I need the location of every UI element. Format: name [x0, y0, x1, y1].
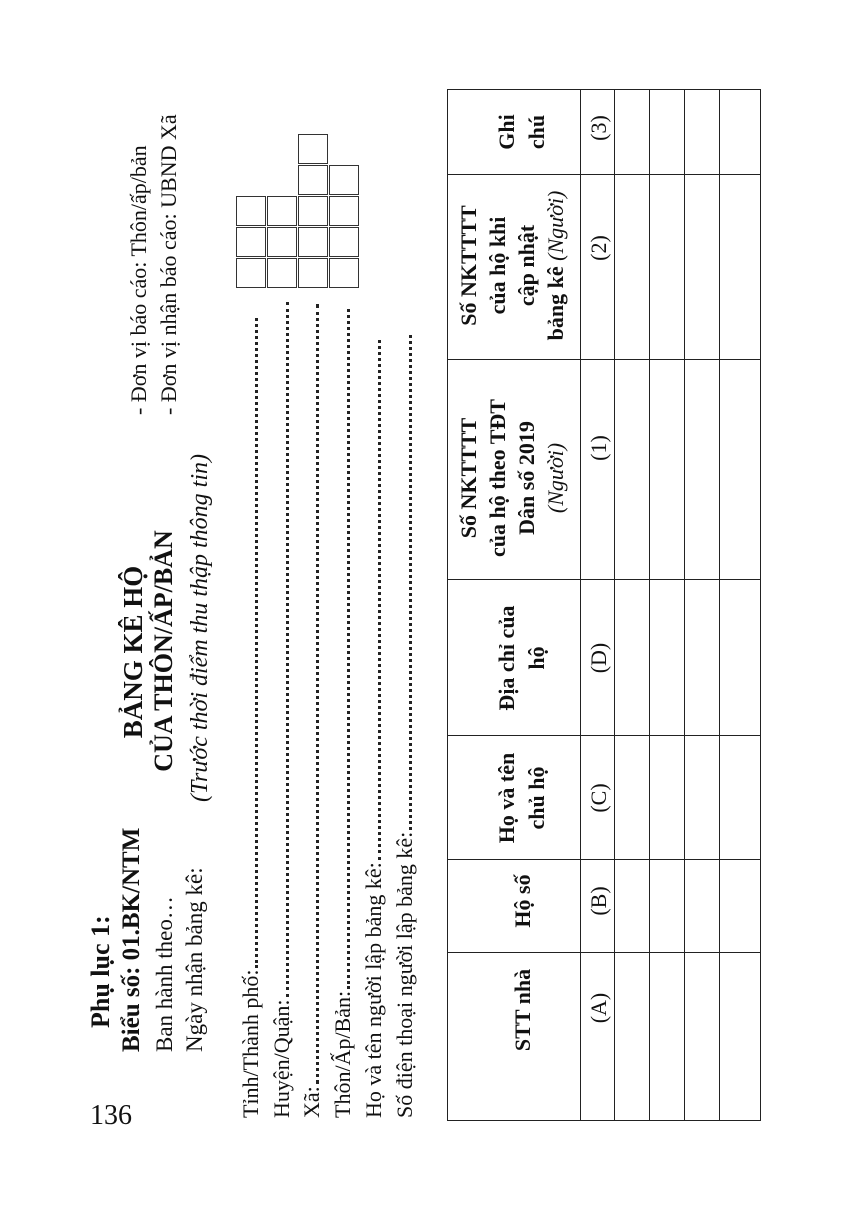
- code-box[interactable]: [267, 196, 297, 226]
- column-divider: [448, 859, 760, 860]
- header-line: Dân số 2019: [514, 421, 539, 535]
- row-divider: [684, 90, 685, 1120]
- date-received-label: Ngày nhận bảng kê:: [182, 867, 207, 1052]
- title-line-2: CỦA THÔN/ẤP/BẢN: [149, 530, 178, 772]
- header-stt-nha: STT nhà: [510, 968, 535, 1052]
- header-line: (Người): [543, 442, 568, 514]
- field-label: Họ và tên người lập bảng kê:: [361, 862, 386, 1118]
- header-ho-ten-chu-ho: [496, 733, 548, 863]
- code-box[interactable]: [329, 258, 359, 288]
- form-code: Biểu số: 01.BK/NTM: [118, 827, 145, 1052]
- header-line: Số NKTTTT: [456, 417, 481, 539]
- code-c: (C): [586, 783, 611, 813]
- appendix-label: Phụ lục 1:: [86, 915, 115, 1028]
- header-line: Ghi: [494, 114, 519, 150]
- page-number: 136: [90, 1100, 132, 1131]
- code-box[interactable]: [298, 227, 328, 257]
- column-divider: [448, 579, 760, 580]
- code-2: (2): [586, 235, 611, 261]
- code-box[interactable]: [329, 196, 359, 226]
- header-line: của hộ khi: [485, 216, 510, 315]
- header-line: Địa chỉ của: [494, 605, 519, 711]
- field-preparer-phone[interactable]: [394, 335, 416, 1118]
- field-dots: [346, 309, 350, 989]
- code-1: (1): [586, 435, 611, 461]
- code-a: (A): [586, 992, 611, 1024]
- column-divider: [448, 735, 760, 736]
- code-box[interactable]: [298, 165, 328, 195]
- field-dots: [377, 340, 381, 860]
- field-label: Tỉnh/Thành phố:: [238, 969, 263, 1118]
- code-3: (3): [586, 115, 611, 141]
- code-box[interactable]: [236, 227, 266, 257]
- header-ho-so: Hộ số: [510, 874, 535, 928]
- header-line: cập nhật: [514, 224, 539, 307]
- code-box[interactable]: [329, 165, 359, 195]
- header-line: Họ và tên: [494, 752, 519, 844]
- field-commune[interactable]: [301, 304, 323, 1118]
- code-box[interactable]: [298, 196, 328, 226]
- subtitle: (Trước thời điểm thu thập thông tin): [187, 453, 213, 803]
- row-divider: [719, 90, 720, 1120]
- header-text: bảng kê: [543, 266, 568, 341]
- issued-by: Ban hành theo…: [152, 896, 177, 1052]
- code-box[interactable]: [236, 258, 266, 288]
- title-line-1: BẢNG KÊ HỘ: [118, 565, 148, 739]
- header-ghi-chu: [496, 92, 548, 172]
- code-box[interactable]: [267, 258, 297, 288]
- header-nkttt-cap-nhat: [458, 173, 567, 358]
- code-box[interactable]: [267, 227, 297, 257]
- row-divider: [614, 90, 615, 1120]
- header-line: chủ hộ: [524, 766, 549, 830]
- header-line: chú: [524, 114, 549, 150]
- field-label: Huyện/Quận:: [269, 999, 294, 1118]
- receiving-unit: - Đơn vị nhận báo cáo: UBND Xã: [156, 114, 181, 415]
- code-d: (D): [586, 642, 611, 674]
- header-line: Số NKTTTT: [456, 205, 481, 326]
- header-note: (Người): [543, 190, 568, 261]
- code-box[interactable]: [298, 258, 328, 288]
- field-dots: [254, 318, 258, 968]
- row-divider: [580, 90, 581, 1120]
- field-label: Thôn/Ấp/Bản:: [330, 990, 355, 1118]
- header-line: [545, 173, 567, 358]
- code-b: (B): [586, 886, 611, 916]
- code-box[interactable]: [329, 227, 359, 257]
- code-box[interactable]: [236, 196, 266, 226]
- field-preparer-name[interactable]: [363, 340, 385, 1118]
- field-province[interactable]: [240, 318, 262, 1118]
- field-district[interactable]: [271, 302, 293, 1118]
- field-label: Số điện thoại người lập bảng kê:: [392, 831, 417, 1118]
- header-dia-chi: [496, 593, 548, 723]
- column-divider: [448, 359, 760, 360]
- code-box[interactable]: [298, 134, 328, 164]
- row-divider: [649, 90, 650, 1120]
- field-dots: [285, 302, 289, 997]
- column-divider: [448, 952, 760, 953]
- reporting-unit: - Đơn vị báo cáo: Thôn/ấp/bản: [126, 145, 151, 415]
- field-dots: [315, 304, 319, 1084]
- header-line: hộ: [524, 646, 549, 670]
- field-label: Xã:: [299, 1086, 324, 1118]
- header-line: của hộ theo TĐT: [485, 399, 510, 557]
- field-hamlet[interactable]: [332, 309, 354, 1118]
- field-dots: [408, 335, 412, 830]
- header-nkttt-tdt: [458, 378, 567, 578]
